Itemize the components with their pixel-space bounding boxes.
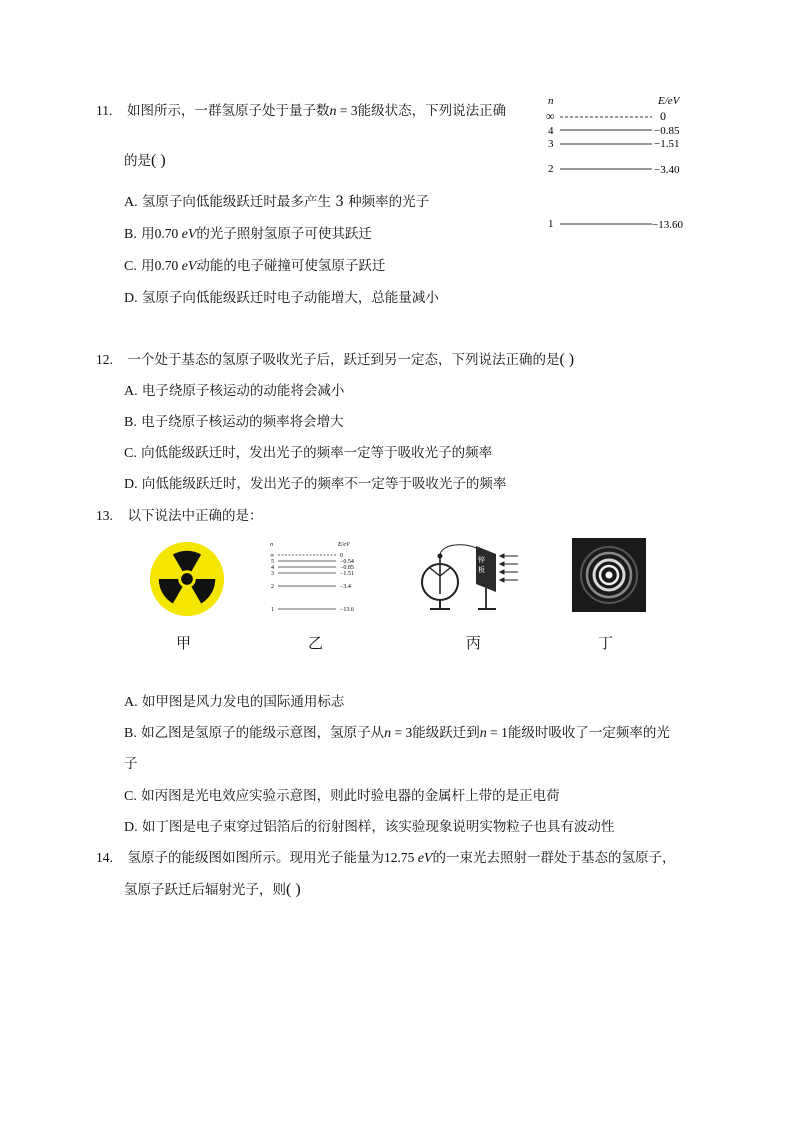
option-letter: C. [124, 259, 137, 274]
level-n: 2 [271, 584, 274, 590]
q12-option-d [124, 472, 506, 493]
q14-stem-b: 的一束光去照射一群处于基态的氢原子， [432, 850, 676, 866]
q11-stem-a: 如图所示，一群氢原子处于量子数 [126, 103, 330, 119]
q11-option-b [124, 222, 372, 243]
caption-jia: 甲 [176, 634, 192, 652]
q14-line2 [124, 878, 301, 899]
level-e: −13.6 [340, 607, 354, 613]
option-text: 能级跃迁到 [412, 725, 480, 741]
question-number: 12. [96, 352, 113, 367]
q11-option-d [124, 286, 439, 307]
option-text: 如丙图是光电效应实验示意图，则此时验电器的金属杆上带的是正电荷 [141, 788, 560, 804]
option-letter: A. [124, 695, 138, 710]
question-number: 11. [96, 103, 113, 118]
energy-value: 0.70 [154, 226, 182, 241]
option-letter: C. [124, 789, 137, 804]
option-letter: B. [124, 227, 137, 242]
option-text: 用 [141, 258, 155, 274]
level-e: −1.51 [654, 138, 680, 150]
q12-stem [96, 348, 574, 369]
option-letter: C. [124, 446, 137, 461]
diagram-n-label: n [548, 95, 554, 107]
answer-paren: ( ) [151, 152, 166, 169]
q11-option-c [124, 254, 385, 275]
level-n: 4 [548, 125, 554, 137]
diagram-e-label: E/eV [658, 95, 680, 107]
eq-value: = 1 [486, 725, 508, 740]
option-letter: D. [124, 477, 138, 492]
option-letter: D. [124, 820, 138, 835]
option-text: 能级时吸收了一定频率的光 [507, 725, 670, 741]
yi-energy-level-diagram [268, 538, 368, 620]
answer-paren: ( ) [559, 351, 575, 368]
q11-line2 [124, 149, 166, 170]
level-n: 1 [548, 218, 554, 230]
level-e: 0 [340, 553, 343, 559]
q13-option-d [124, 815, 614, 836]
caption-ding: 丁 [598, 634, 614, 652]
level-e: −0.85 [340, 565, 354, 571]
question-number: 13. [96, 508, 113, 523]
caption-yi: 乙 [308, 634, 324, 652]
level-e: 0 [660, 109, 666, 123]
var-n: n [384, 726, 392, 741]
option-text: 电子绕原子核运动的频率将会增大 [141, 414, 344, 430]
var-n: n [329, 104, 337, 119]
diagram-n-label: n [270, 542, 273, 548]
energy-value: 12.75 [383, 850, 418, 865]
q13-stem [96, 504, 262, 524]
energy-unit: eV [181, 259, 197, 274]
option-text: 向低能级跃迁时，发出光子的频率一定等于吸收光子的频率 [141, 445, 493, 461]
level-n: 1 [271, 607, 274, 613]
q12-stem-text: 一个处于基态的氢原子吸收光子后，跃迁到另一定态，下列说法正确的是 [127, 352, 560, 368]
q11-option-a [124, 190, 429, 211]
option-text: 向低能级跃迁时，发出光子的频率不一定等于吸收光子的频率 [141, 476, 507, 492]
option-text: 氢原子向低能级跃迁时电子动能增大，总能量减小 [141, 290, 439, 306]
option-letter: A. [124, 195, 138, 210]
option-text: 用 [141, 226, 155, 242]
q11-stem-line2: 的是 [124, 153, 151, 169]
q14-stem-a: 氢原子的能级图如图所示。现用光子能量为 [127, 850, 384, 866]
q13-option-b [124, 721, 670, 742]
eq-value: = 3 [336, 103, 358, 118]
plate-label: 板 [478, 566, 485, 574]
q11-stem-b: 能级状态，下列说法正确 [357, 103, 507, 119]
question-number: 14. [96, 850, 113, 865]
q13-stem-text: 以下说法中正确的是： [127, 508, 263, 524]
option-letter: A. [124, 384, 138, 399]
var-n: n [479, 726, 487, 741]
level-n: 2 [548, 163, 554, 175]
option-text: 电子绕原子核运动的动能将会减小 [141, 383, 345, 399]
q13-option-a [124, 690, 344, 711]
q14-stem-line2: 氢原子跃迁后辐射光子，则 [124, 882, 286, 898]
q12-option-a [124, 379, 344, 400]
q12-option-b [124, 410, 344, 431]
caption-bing: 丙 [466, 634, 482, 652]
q13-option-b-line2: 子 [124, 756, 138, 772]
level-n: ∞ [270, 553, 275, 559]
option-letter: B. [124, 726, 137, 741]
plate-label: 锌 [478, 556, 485, 564]
energy-unit: eV [417, 851, 433, 866]
option-text: 如乙图是氢原子的能级示意图，氢原子从 [141, 725, 385, 741]
level-n: 5 [271, 559, 274, 565]
q11-line1 [96, 99, 506, 120]
level-e: −13.60 [652, 219, 683, 231]
energy-value: 0.70 [154, 258, 182, 273]
option-text: 如丁图是电子束穿过铝箔后的衍射图样，该实验现象说明实物粒子也具有波动性 [141, 819, 615, 835]
q12-option-c [124, 441, 492, 462]
option-text: 的光子照射氢原子可使其跃迁 [196, 226, 372, 242]
q14-line1 [96, 846, 675, 867]
level-e: −1.51 [340, 571, 354, 577]
option-text: 动能的电子碰撞可使氢原子跃迁 [196, 258, 386, 274]
level-e: −3.40 [654, 164, 680, 176]
level-e: −0.54 [340, 559, 354, 565]
option-letter: B. [124, 415, 137, 430]
option-letter: D. [124, 291, 138, 306]
energy-level-diagram [540, 90, 700, 240]
energy-unit: eV [181, 227, 197, 242]
q13-option-c [124, 784, 560, 805]
level-e: −3.4 [340, 584, 351, 590]
level-n: 4 [271, 565, 274, 571]
photoelectric-apparatus-diagram [418, 536, 523, 621]
level-n: 3 [548, 138, 554, 150]
diagram-e-label: E/eV [338, 542, 350, 548]
level-e: −0.85 [654, 125, 680, 137]
eq-value: = 3 [391, 725, 413, 740]
answer-paren: ( ) [286, 881, 301, 898]
diffraction-pattern-image [572, 538, 646, 612]
level-n: ∞ [546, 109, 555, 123]
option-text: 氢原子向低能级跃迁时最多产生 3 种频率的光子 [141, 194, 430, 210]
level-n: 3 [271, 571, 274, 577]
radiation-symbol-icon [148, 540, 226, 618]
option-text: 如甲图是风力发电的国际通用标志 [141, 694, 345, 710]
